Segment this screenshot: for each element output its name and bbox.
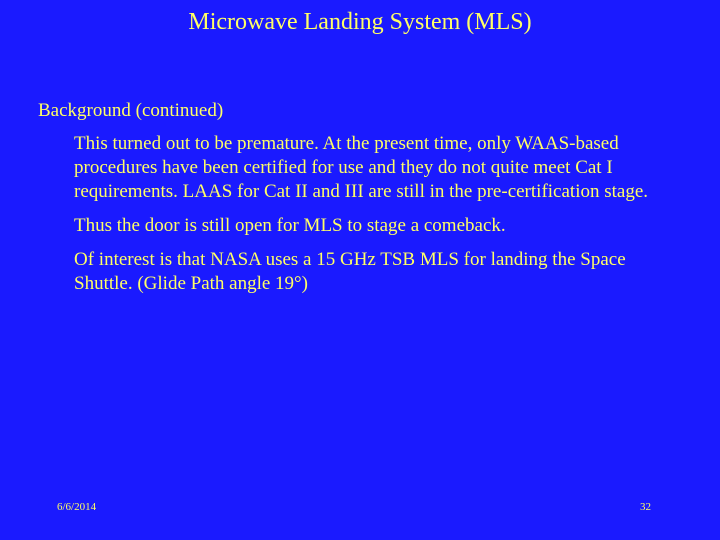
footer-date: 6/6/2014: [57, 501, 97, 513]
footer-page-number: 32: [640, 501, 651, 513]
section-heading: Background (continued): [38, 100, 224, 121]
paragraph-premature: This turned out to be premature. At the present time, only WAAS-based procedures have been certified for use and they do not quite meet Cat I requirements. LAAS for Cat II and III are still in the pre-certification stage.: [74, 133, 649, 202]
slide-body: [38, 98, 688, 306]
slide-title: Microwave Landing System (MLS): [188, 9, 532, 35]
paragraph-nasa: Of interest is that NASA uses a 15 GHz TSB MLS for landing the Space Shuttle. (Glide Path angle 19°): [74, 249, 626, 294]
paragraph-door-open: Thus the door is still open for MLS to stage a comeback.: [74, 215, 506, 236]
